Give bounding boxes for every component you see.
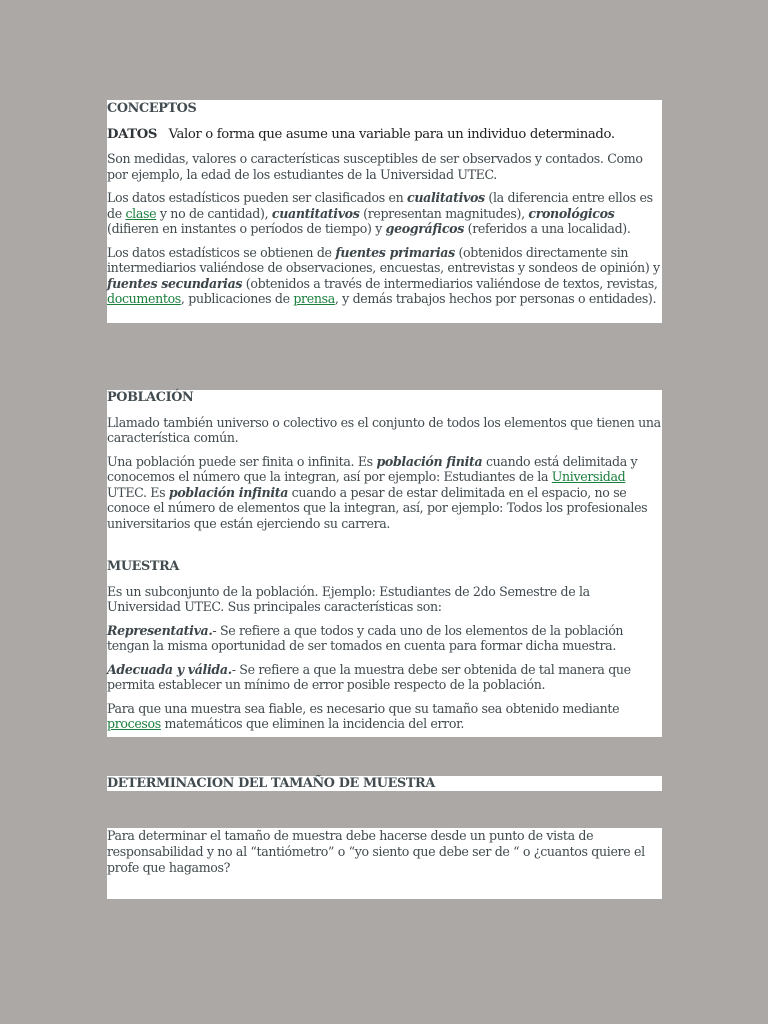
text-span: Una población puede ser finita o infinita. Es: [107, 453, 377, 469]
text-span: (difieren en instantes o períodos de tiempo) y: [107, 221, 386, 236]
term-cuantitativos: cuantitativos: [271, 205, 360, 221]
link-prensa[interactable]: prensa: [293, 291, 335, 306]
text-span: cuando está delimitada y conocemos el número que la integran, así por ejemplo: Estudiantes de la: [107, 453, 638, 484]
muestra-paragraph-2: [107, 623, 662, 654]
determinacion-heading-block: [107, 776, 662, 791]
term-poblacion-infinita: población infinita: [168, 484, 289, 500]
link-documentos[interactable]: documentos: [107, 291, 181, 306]
text-span: , publicaciones de: [180, 291, 294, 306]
poblacion-paragraph-2: [107, 454, 662, 532]
text-span: - Se refiere a que la muestra debe ser obtenida de tal manera que permita establecer un mínimo de error posible respecto de la población.: [107, 661, 631, 692]
term-representativa: Representativa.: [107, 622, 213, 638]
muestra-paragraph-1: Es un subconjunto de la población. Ejemplo: Estudiantes de 2do Semestre de la Universidad UTEC. Sus principales características son:: [107, 583, 590, 614]
datos-definition: [107, 127, 662, 143]
text-span: (referidos a una localidad).: [463, 221, 631, 236]
poblacion-heading: POBLACIÓN: [107, 390, 194, 405]
term-fuentes-primarias: fuentes primarias: [335, 244, 455, 260]
text-span: Los datos estadísticos pueden ser clasificados en: [107, 190, 408, 205]
link-universidad[interactable]: Universidad: [551, 469, 626, 484]
text-span: - Se refiere a que todos y cada uno de los elementos de la población tengan la misma oportunidad de ser tomados en cuenta para formar dicha muestra.: [107, 622, 624, 653]
spacer: [107, 539, 662, 559]
term-fuentes-secundarias: fuentes secundarias: [107, 275, 243, 291]
determinacion-heading: DETERMINACION DEL TAMAÑO DE MUESTRA: [107, 776, 435, 791]
conceptos-paragraph-2: [107, 190, 662, 237]
text-span: (la diferencia entre ellos es de: [107, 190, 653, 221]
term-cualitativos: cualitativos: [407, 190, 485, 205]
muestra-heading: MUESTRA: [107, 559, 179, 574]
determinacion-paragraph: Para determinar el tamaño de muestra debe hacerse desde un punto de vista de responsabilidad y no al “tantiómetro” o “yo siento que debe ser de “ o ¿cuantos quiere el profe que hagamos?: [107, 828, 645, 875]
link-procesos[interactable]: procesos: [107, 716, 161, 731]
text-span: (representan magnitudes),: [359, 205, 529, 221]
muestra-paragraph-3: [107, 662, 662, 693]
term-adecuada-valida: Adecuada y válida.: [107, 661, 232, 677]
poblacion-muestra-section: [107, 390, 662, 737]
datos-label: DATOS: [107, 126, 158, 142]
datos-def-text: Valor o forma que asume una variable para un individuo determinado.: [168, 126, 615, 142]
conceptos-paragraph-3: [107, 245, 662, 307]
conceptos-heading: CONCEPTOS: [107, 101, 197, 116]
text-span: (obtenidos a través de intermediarios valiéndose de textos, revistas,: [242, 275, 658, 291]
term-cronologicos: cronológicos: [528, 205, 615, 221]
term-geograficos: geográficos: [385, 221, 464, 236]
text-span: (obtenidos directamente sin intermediarios valiéndose de observaciones, encuestas, entrevistas y sondeos de opinión) y: [107, 244, 660, 275]
text-span: , y demás trabajos hechos por personas o entidades).: [334, 291, 657, 306]
muestra-paragraph-4: [107, 701, 662, 732]
poblacion-paragraph-1: Llamado también universo o colectivo es el conjunto de todos los elementos que tienen una característica común.: [107, 414, 661, 445]
text-span: UTEC. Es: [107, 484, 169, 500]
link-clase[interactable]: clase: [125, 205, 157, 221]
text-span: y no de cantidad),: [156, 205, 272, 221]
conceptos-section: [107, 100, 662, 323]
text-span: Los datos estadísticos se obtienen de: [107, 244, 336, 260]
text-span: Para que una muestra sea fiable, es necesario que su tamaño sea obtenido mediante: [107, 700, 620, 716]
conceptos-paragraph-1: Son medidas, valores o características susceptibles de ser observados y contados. Como por ejemplo, la edad de los estudiantes de la Universidad UTEC.: [107, 151, 643, 182]
text-span: cuando a pesar de estar delimitada en el espacio, no se conoce el número de elementos que la integran, así, por ejemplo: Todos los profesionales universitarios que están ejerciendo su carrera.: [107, 484, 648, 531]
determinacion-body-block: [107, 828, 662, 899]
term-poblacion-finita: población finita: [376, 453, 483, 469]
text-span: matemáticos que eliminen la incidencia del error.: [160, 716, 465, 731]
